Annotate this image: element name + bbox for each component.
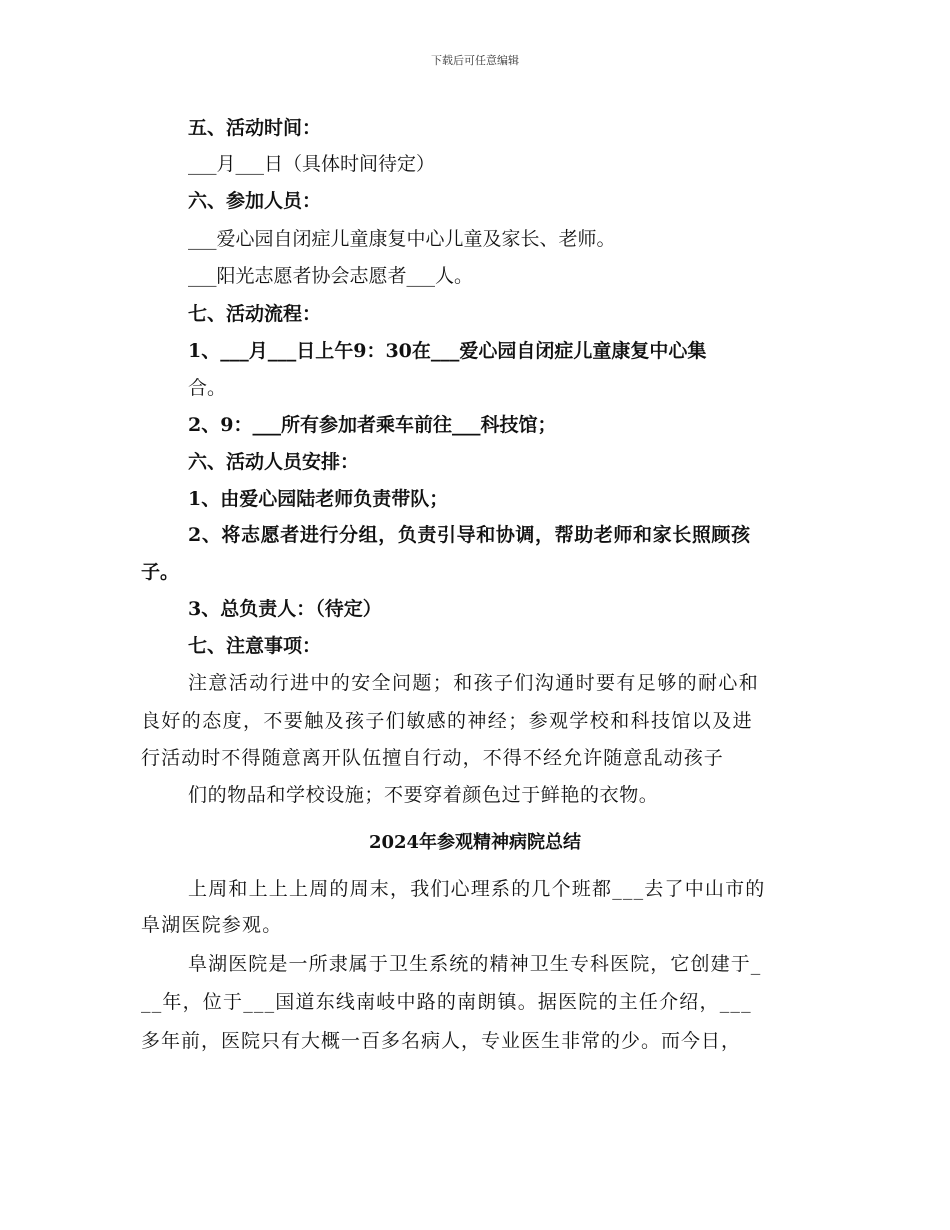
text-line: ___月___日（具体时间待定）	[188, 153, 436, 175]
text-line: 子。	[141, 561, 180, 583]
section-heading-participants: 六、参加人员：	[188, 190, 322, 212]
text-line: 阜湖医院参观。	[141, 914, 283, 936]
text-line: 多年前，医院只有大概一百多名病人，专业医生非常的少。而今日，	[141, 1030, 742, 1052]
section-heading-activity-time: 五、活动时间：	[188, 117, 322, 139]
text-line: 阜湖医院是一所隶属于卫生系统的精神卫生专科医院，它创建于_	[188, 953, 762, 975]
text-line: __年，位于___国道东线南岐中路的南朗镇。据医院的主任介绍，___	[141, 991, 752, 1013]
text-line: ___爱心园自闭症儿童康复中心儿童及家长、老师。	[188, 228, 616, 250]
section-title: 2024年参观精神病院总结	[368, 832, 582, 853]
text-line: ___阳光志愿者协会志愿者___人。	[188, 265, 474, 287]
text-line: 1、___月___日上午9：30在___爱心园自闭症儿童康复中心集	[188, 340, 707, 362]
text-line: 们的物品和学校设施；不要穿着颜色过于鲜艳的衣物。	[188, 784, 659, 806]
section-heading-notes: 七、注意事项：	[188, 635, 322, 657]
text-line: 上周和上上上周的周末，我们心理系的几个班都___去了中山市的	[188, 878, 766, 900]
section-heading-process: 七、活动流程：	[188, 303, 322, 325]
section-heading-staff-arrangement: 六、活动人员安排：	[188, 451, 360, 473]
text-line: 1、由爱心园陆老师负责带队；	[188, 488, 449, 510]
text-line: 良好的态度，不要触及孩子们敏感的神经；参观学校和科技馆以及进	[141, 710, 754, 732]
text-line: 2、9：___所有参加者乘车前往___科技馆；	[188, 414, 557, 436]
text-line: 合。	[188, 377, 227, 399]
text-line: 2、将志愿者进行分组，负责引导和协调，帮助老师和家长照顾孩	[188, 524, 751, 546]
text-line: 注意活动行进中的安全问题；和孩子们沟通时要有足够的耐心和	[188, 672, 760, 694]
text-line: 3、总负责人：（待定）	[188, 598, 382, 620]
text-line: 行活动时不得随意离开队伍擅自行动，不得不经允许随意乱动孩子	[141, 747, 724, 769]
page-header: 下载后可任意编辑	[431, 54, 519, 67]
